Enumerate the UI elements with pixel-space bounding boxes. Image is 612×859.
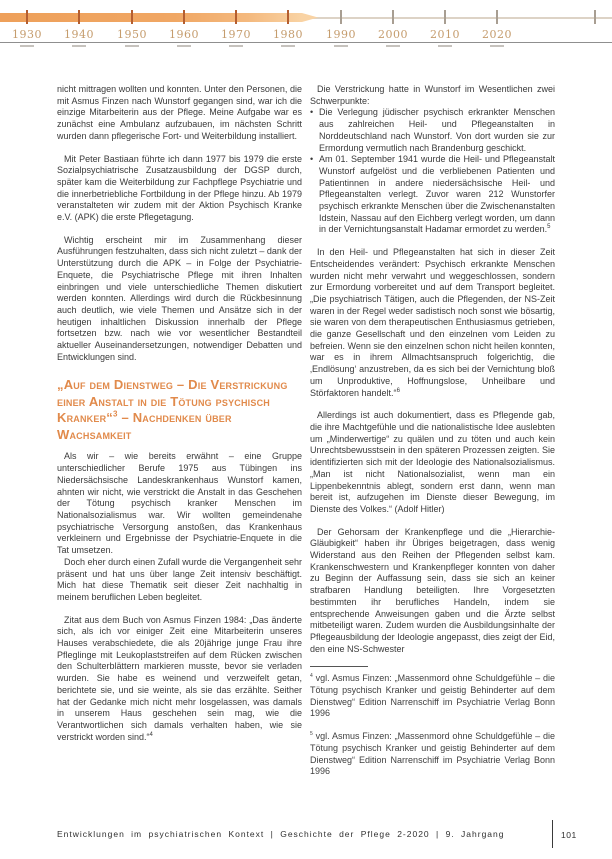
timeline-year-label: 1990 [326,28,356,41]
list-item-text: Am 01. September 1941 wurde die Heil- und Pflegeanstalt Wunstorf aufgelöst und die verbliebenen Patienten und Patientinnen in andere niedersächsische Heil- und Pflegeanstalten verlegt. Zuvor waren 212 Wunstorfer psychisch erkrankte Menschen über die Zwischenanstalten Idstein, Nassau auf den Eichberg verlegt worden, um dann in der Vernichtungsanstalt Hadamar ermordet zu werden. [319,154,555,235]
paragraph: Allerdings ist auch dokumentiert, dass es Pflegende gab, die ihre Machtgefühle und die nationalistische Idee auslebten um „Minderwertige“ zu quälen und zu töten und auch kein Unrechtsbewusstsein in den späteren Prozessen zeigten. Sie identifizierten sich mit der Ideologie des Nationalsozialismus. „Man ist nicht Nationalsozialist, wenn man ein Lippenbekenntnis ablegt, sondern erst dann, wenn man bereit ist, aufzugehen im Dienste dieser Bewegung, im Dienste des Volkes.“ (Adolf Hitler) [310,410,555,514]
left-column [57,84,302,789]
footnote-marker: 5 [310,731,313,738]
paragraph: Mit Peter Bastiaan führte ich dann 1977 bis 1979 die erste Sozialpsychiatrische Zusatzausbildung der DGSP durch, später kam die Weiterbildung zur Fachpflege Psychiatrie und die innerbetriebliche Fortbildung in der Pflege hinzu. Ab 1979 veranstalteten wir zudem mit der Aktion Psychisch Kranke e.V. (APK) die erste Pflegetagung. [57,153,302,223]
footnote [310,731,555,778]
timeline-tick [183,10,185,24]
paragraph: nicht mittragen wollten und konnten. Unter den Personen, die mit Asmus Finzen nach Wunstorf gegangen sind, war ich die einzige Mitarbeiterin aus der Pflege. Meine Aufgabe war es zunächst eine Ambulanz aufzubauen, im nächsten Schritt wurden dann pflegerische Fort- und Weiterbildung installiert. [57,84,302,141]
timeline-dash [20,45,34,47]
timeline-year-label: 1940 [64,28,94,41]
timeline-dash [177,45,191,47]
paragraph-text: In den Heil- und Pflegeanstalten hat sich in dieser Zeit Entscheidendes verändert: Psychisch erkrankte Menschen wurden nicht mehr verwahrt und weggeschlossen, sondern zur Ermordung vorbereitet und auf dem Transport begleitet. „Die psychiatrisch Tätigen, auch die Pflegenden, der NS-Zeit waren in der Regel weder sadistisch noch sonst wie bösartig, sie waren von dem therapeutischen Enthusiasmus getrieben, die ganze Gesellschaft und den einzelnen vom Leiden zu befreien. Wenn sie den einzelnen schon nicht heilen konnten, war es in ihrem Allmachtsanspruch folgerichtig, die ‚Endlösung‘ anzustreben, da es sich bei der Vernichtung bloß um Unproduktive, Hoffnungslose, Unheilbare und Störfaktoren handelt.“ [310,247,556,398]
timeline-tick [496,10,498,24]
timeline-dash [281,45,295,47]
paragraph: Die Verstrickung hatte in Wunstorf im Wesentlichen zwei Schwerpunkte: [310,84,555,106]
footnote-divider [310,666,368,667]
timeline-tick [78,10,80,24]
timeline-rule [0,42,612,43]
timeline-dash [125,45,139,47]
timeline-dash [334,45,348,47]
footnote-marker: 4 [149,731,153,738]
timeline-tick [340,10,342,24]
timeline-tick [287,10,289,24]
paragraph: Wichtig erscheint mir im Zusammenhang dieser Ausführungen festzuhalten, dass sich nicht zuletzt – dank der Unterstützung durch die APK – in Folge der Psychiatrie-Enquete, die Psychiatrische Pflege mit ihren Inhalten einbringen und viele unterschiedliche Themen diskutiert werden konnten. Allerdings wird durch die Rückbesinnung auch deutlich, wie viele Themen und Ansätze sich in der heutigen inhaltlichen Diskussion innerhalb der Pflege fortsetzen bzw. nach wie vor wesentlicher Bestandteil aktueller Auseinandersetzungen, notwendiger Debatten und Entwicklungen sind. [57,234,302,362]
footnote-marker: 5 [547,224,551,231]
paragraph: Doch eher durch einen Zufall wurde die Vergangenheit sehr präsent und hat uns über lange Zeit intensiv beschäftigt. Mich hat diese Thematik seit dieser Zeit nachhaltig in meinem beruflichen Leben begleitet. [57,556,302,602]
footnote-marker: 3 [113,410,118,420]
timeline-dash [490,45,504,47]
timeline-dash [386,45,400,47]
timeline-tick [131,10,133,24]
timeline-tick [444,10,446,24]
timeline-year-label: 2000 [378,28,408,41]
list-item [310,154,555,236]
section-heading-text: – Nachdenken über Wachsamkeit [57,410,232,442]
timeline-tick [594,10,596,24]
paragraph: Als wir – wie bereits erwähnt – eine Gruppe unterschiedlicher Berufe 1975 aus Tübingen ins Niedersächsische Landeskrankenhaus Wunstorf kamen, ahnten wir nicht, wie verstrickt die Anstalt in das Geschehen der Tötung psychisch kranker Menschen im Nationalsozialismus war. Wir wollten gemeindenahe psychiatrische Versorgung anstoßen, das Krankenhaus verkleinern und Ergebnisse der Psychiatrie-Enquete in die Tat umsetzen. [57,451,302,556]
list-item-text: Die Verlegung jüdischer psychisch erkrankter Menschen aus zahlreichen Heil- und Pflegeanstalten in Norddeutschland nach Wunstorf. Von dort wurden sie zur Ermordung vermutlich nach Brandenburg geschickt. [319,107,555,153]
timeline-dash [229,45,243,47]
footer-divider [552,820,553,848]
footnote-marker: 4 [310,673,313,680]
timeline-dash [72,45,86,47]
decade-timeline [0,0,612,52]
section-heading-text: „Auf dem Dienstweg – Die Verstrickung einer Anstalt in die Tötung psychisch Kranker“ [57,377,288,426]
footnote-marker: 6 [396,387,400,394]
paragraph [57,615,302,744]
paragraph: Der Gehorsam der Krankenpflege und die „Hierarchie-Gläubigkeit“ haben ihr Übriges beigetragen, dass wenig Widerstand aus den Reihen der Pflegenden selbst kam. Krankenschwestern und Krankenpfleger konnten von daher zu Beginn der Auffassung sein, dass sie sich an keiner strafbaren Handlung beteiligten. Ihre Vorgesetzten bestimmten ihr berufliches Handeln, indem sie entsprechende Anweisungen gaben und die Ärzte selbst mitbeteiligt waren. Zudem wurden die Ausbildungsinhalte der Pflegeausbildung der Ideologie angepasst, dies zeigt der Eid, den eine NS-Schwester [310,526,555,654]
footnote [310,673,555,720]
right-column [310,84,555,789]
paragraph-text: Zitat aus dem Buch von Asmus Finzen 1984: „Das änderte sich, als ich vor einiger Zeit eine Mitarbeiterin unseres Hauses verabschiedete, die als 20jährige junge Frau ihre Pfleglinge mit Leukoplaststreifen auf dem Rücken zwischen den Schulterblättern markieren musste, bevor sie verladen wurden. Sie habe es weinend und verzweifelt getan, berichtete sie, und sie weinte, als sie das erzählte. Seither hat der Gedanke mich nicht mehr losgelassen, was damals in unserem Haus geschehen sein mag, wie die Verantwortlichen sich damals verhalten haben, wie sie verstrickt worden sind.“ [57,614,302,742]
timeline-year-label: 1950 [117,28,147,41]
timeline-tick [235,10,237,24]
running-footer: Entwicklungen im psychiatrischen Kontext | Geschichte der Pflege 2-2020 | 9. Jahrgang [57,829,505,839]
timeline-dash [438,45,452,47]
footnote-text: vgl. Asmus Finzen: „Massenmord ohne Schuldgefühle – die Tötung psychisch Kranker und geistig Behinderter auf dem Dienstweg“ Edition Narrenschiff im Psychiatrie Verlag Bonn 1996 [310,731,555,777]
timeline-tick [26,10,28,24]
bullet-list [310,107,555,236]
timeline-year-label: 1980 [273,28,303,41]
page-number: 101 [561,830,577,840]
paragraph [310,247,555,399]
section-heading [57,377,293,443]
timeline-year-label: 2020 [482,28,512,41]
timeline-year-label: 1960 [169,28,199,41]
timeline-year-label: 1930 [12,28,42,41]
list-item [310,107,555,154]
footnote-text: vgl. Asmus Finzen: „Massenmord ohne Schuldgefühle – die Tötung psychisch Kranker und geistig Behinderter auf dem Dienstweg“ Edition Narrenschiff im Psychiatrie Verlag Bonn 1996 [310,673,555,719]
timeline-year-label: 2010 [430,28,460,41]
timeline-tick [392,10,394,24]
timeline-year-label: 1970 [221,28,251,41]
article-body [57,84,555,789]
timeline-arrow-bar [0,13,318,22]
